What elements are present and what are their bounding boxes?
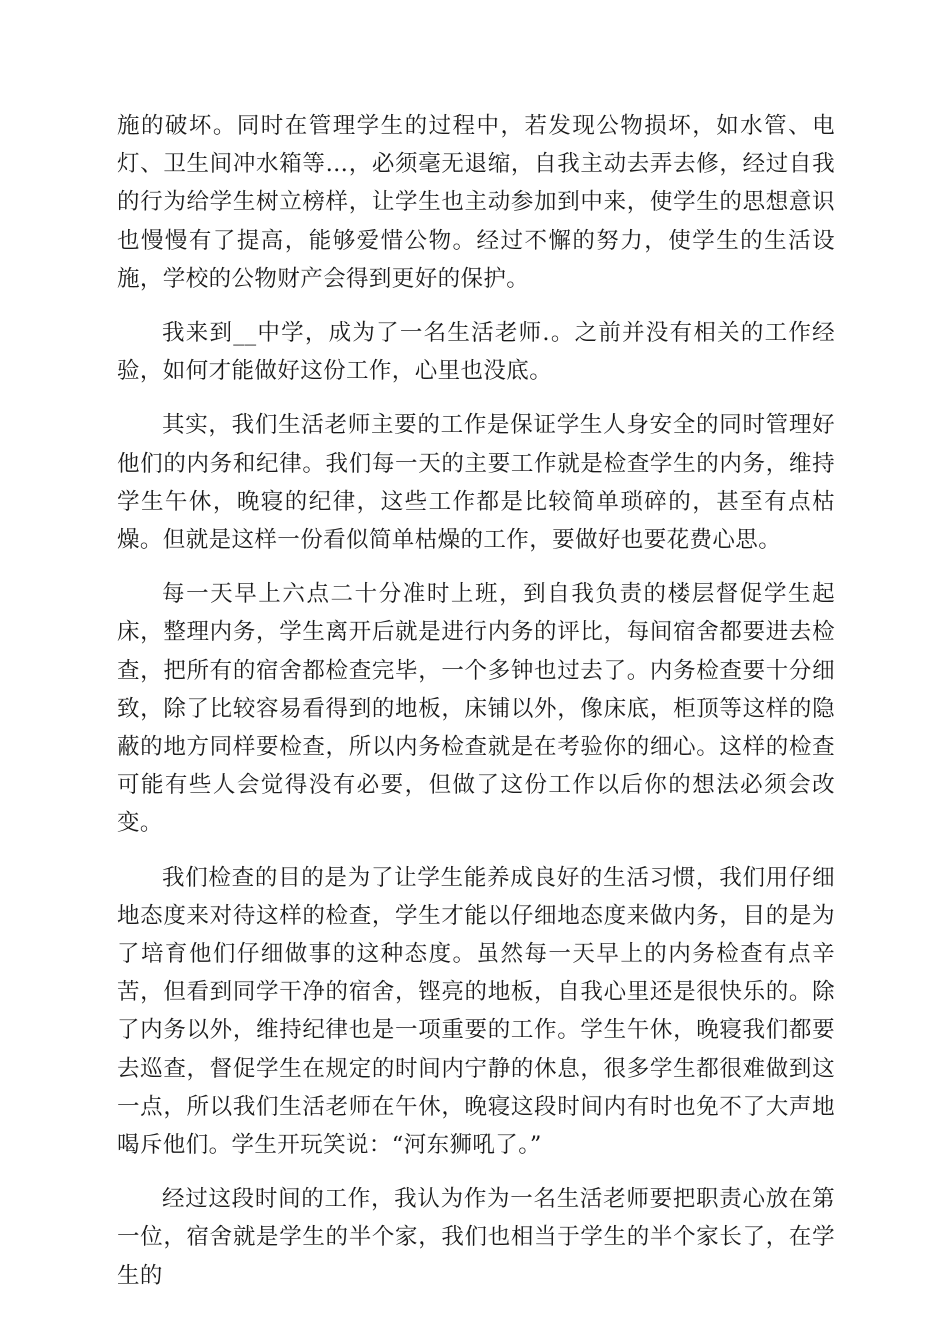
paragraph-2: 我来到__中学，成为了一名生活老师.。之前并没有相关的工作经验，如何才能做好这份工作，心里也没底。	[117, 320, 835, 385]
paragraph-1: 施的破坏。同时在管理学生的过程中，若发现公物损坏，如水管、电灯、卫生间冲水箱等…，必须毫无退缩，自我主动去弄去修，经过自我的行为给学生树立榜样，让学生也主动参加到中来，使学生的思想意识也慢慢有了提高，能够爱惜公物。经过不懈的努力，使学生的生活设施，学校的公物财产会得到更好的保护。	[117, 113, 835, 292]
paragraph-3: 其实，我们生活老师主要的工作是保证学生人身安全的同时管理好他们的内务和纪律。我们每一天的主要工作就是检查学生的内务，维持学生午休，晚寝的纪律，这些工作都是比较简单琐碎的，甚至有点枯燥。但就是这样一份看似简单枯燥的工作，要做好也要花费心思。	[117, 412, 835, 554]
document-body	[117, 107, 835, 1311]
paragraph-5: 我们检查的目的是为了让学生能养成良好的生活习惯，我们用仔细地态度来对待这样的检查，学生才能以仔细地态度来做内务，目的是为了培育他们仔细做事的这种态度。虽然每一天早上的内务检查有点辛苦，但看到同学干净的宿舍，铿亮的地板，自我心里还是很快乐的。除了内务以外，维持纪律也是一项重要的工作。学生午休，晚寝我们都要去巡查，督促学生在规定的时间内宁静的休息，很多学生都很难做到这一点，所以我们生活老师在午休，晚寝这段时间内有时也免不了大声地喝斥他们。学生开玩笑说：“河东狮吼了。”	[117, 864, 835, 1159]
paragraph-4: 每一天早上六点二十分准时上班，到自我负责的楼层督促学生起床，整理内务，学生离开后就是进行内务的评比，每间宿舍都要进去检查，把所有的宿舍都检查完毕，一个多钟也过去了。内务检查要十分细致，除了比较容易看得到的地板，床铺以外，像床底，柜顶等这样的隐蔽的地方同样要检查，所以内务检查就是在考验你的细心。这样的检查可能有些人会觉得没有必要，但做了这份工作以后你的想法必须会改变。	[117, 581, 835, 837]
paragraph-6: 经过这段时间的工作，我认为作为一名生活老师要把职责心放在第一位，宿舍就是学生的半个家，我们也相当于学生的半个家长了，在学生的	[117, 1186, 835, 1289]
